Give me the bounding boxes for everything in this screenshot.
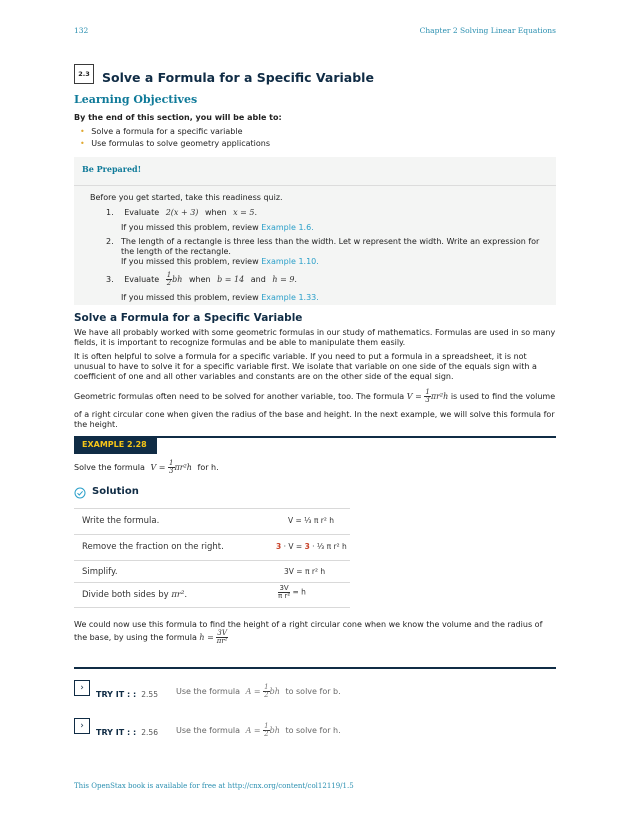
- fraction: $\frac{1}{2}$: [166, 271, 172, 287]
- bullet-icon: •: [80, 139, 85, 148]
- bullet-icon: •: [80, 127, 85, 136]
- paragraph: Geometric formulas often need to be solved for another variable, too. The formula V = $\frac{1}{3}$ πr²h is used to find the volume: [74, 388, 556, 404]
- example-tag: EXAMPLE 2.28: [74, 436, 157, 454]
- check-circle-icon: [74, 484, 86, 496]
- objective-item: • Use formulas to solve geometry applications: [80, 139, 270, 148]
- paragraph: of a right circular cone when given the radius of the base and height. In the next example, we will solve this formula for the height.: [74, 410, 555, 429]
- table-row: [74, 508, 350, 535]
- fraction: $\frac{3V}{\text{πr²}}$: [216, 629, 228, 645]
- expand-chevron-icon[interactable]: ›: [74, 718, 90, 734]
- try-it-header: TRY IT : : 2.56: [96, 728, 158, 737]
- quiz-q3-review: If you missed this problem, review Example 1.33.: [121, 293, 319, 302]
- step-label: Remove the fraction on the right.: [82, 542, 224, 552]
- fraction: $\frac{1}{2}$: [264, 722, 269, 738]
- quiz-q1: 1. Evaluate 2(x + 3) when x = 5.: [106, 208, 258, 217]
- quiz-q3: 3. Evaluate $\frac{1}{2}$ bh when b = 14 and h = 9.: [106, 271, 297, 287]
- fraction: $\frac{1}{3}$: [425, 388, 430, 404]
- expand-chevron-icon[interactable]: ›: [74, 680, 90, 696]
- subsection-title: Solve a Formula for a Specific Variable: [74, 312, 303, 324]
- table-row: [74, 534, 350, 561]
- fraction: $\frac{1}{3}$: [169, 459, 174, 475]
- fraction: $\frac{1}{2}$: [264, 683, 269, 699]
- quiz-q2: 2. The length of a rectangle is three less than the width. Let w represent the width. Write an expression for the length of the rectangle.: [106, 237, 540, 256]
- objectives-intro: By the end of this section, you will be able to:: [74, 113, 282, 122]
- solution-title: Solution: [92, 486, 139, 497]
- example-prompt: Solve the formula V = $\frac{1}{3}$ πr²h for h.: [74, 459, 219, 475]
- be-prepared-header: [74, 157, 556, 186]
- section-number: 2.3: [74, 64, 94, 84]
- section-title: Solve a Formula for a Specific Variable: [102, 70, 374, 85]
- quiz-q2-review: If you missed this problem, review Example 1.10.: [121, 257, 319, 266]
- step-label: Divide both sides by πr².: [82, 590, 188, 600]
- try-it-header: TRY IT : : 2.55: [96, 690, 158, 699]
- footer-note: This OpenStax book is available for free at http://cnx.org/content/col12119/1.5: [74, 782, 354, 790]
- page-number: 132: [74, 26, 89, 35]
- step-math: 3 · V = 3 · ⅓ π r² h: [276, 542, 347, 551]
- step-math: $\frac{3V}{\text{π r²}}$ = h: [278, 584, 306, 600]
- try-it-prompt: Use the formula A = $\frac{1}{2}$ bh to solve for b.: [176, 683, 341, 699]
- try-it-rule: [74, 667, 556, 669]
- step-label: Write the formula.: [82, 516, 160, 526]
- be-prepared-title: Be Prepared!: [82, 164, 142, 174]
- step-math: 3V = π r² h: [284, 567, 326, 576]
- try-it-prompt: Use the formula A = $\frac{1}{2}$ bh to solve for h.: [176, 722, 341, 738]
- paragraph: It is often helpful to solve a formula for a specific variable. If you need to put a formula in a spreadsheet, it is not unusual to have to solve it for a specific variable first. We isolate that variable on one side of the equals sign with a coefficient of one and all other variables and constants are on the other side of the equal sign.: [74, 352, 537, 381]
- fraction: $\frac{3V}{\text{π r²}}$: [278, 584, 291, 600]
- example-conclusion: We could now use this formula to find the height of a right circular cone when we know the volume and the radius of the base, by using the formula h = $\frac{3V}{\text{πr²}}$: [74, 620, 543, 645]
- step-math: V = ⅓ π r² h: [288, 516, 334, 525]
- table-row: [74, 560, 350, 583]
- table-row: [74, 582, 350, 608]
- paragraph: We have all probably worked with some geometric formulas in our study of mathematics. Formulas are used in so many fields, it is important to recognize formulas and be able to manipulate them easily.: [74, 328, 556, 347]
- step-label: Simplify.: [82, 567, 118, 577]
- quiz-q1-review: If you missed this problem, review Example 1.6.: [121, 223, 314, 232]
- example-link[interactable]: Example 1.10.: [261, 257, 319, 266]
- objective-item: • Solve a formula for a specific variable: [80, 127, 243, 136]
- learning-objectives-title: Learning Objectives: [74, 93, 198, 106]
- quiz-intro: Before you get started, take this readiness quiz.: [90, 193, 283, 202]
- chapter-title: Chapter 2 Solving Linear Equations: [419, 26, 556, 35]
- example-link[interactable]: Example 1.6.: [261, 223, 314, 232]
- example-link[interactable]: Example 1.33.: [261, 293, 319, 302]
